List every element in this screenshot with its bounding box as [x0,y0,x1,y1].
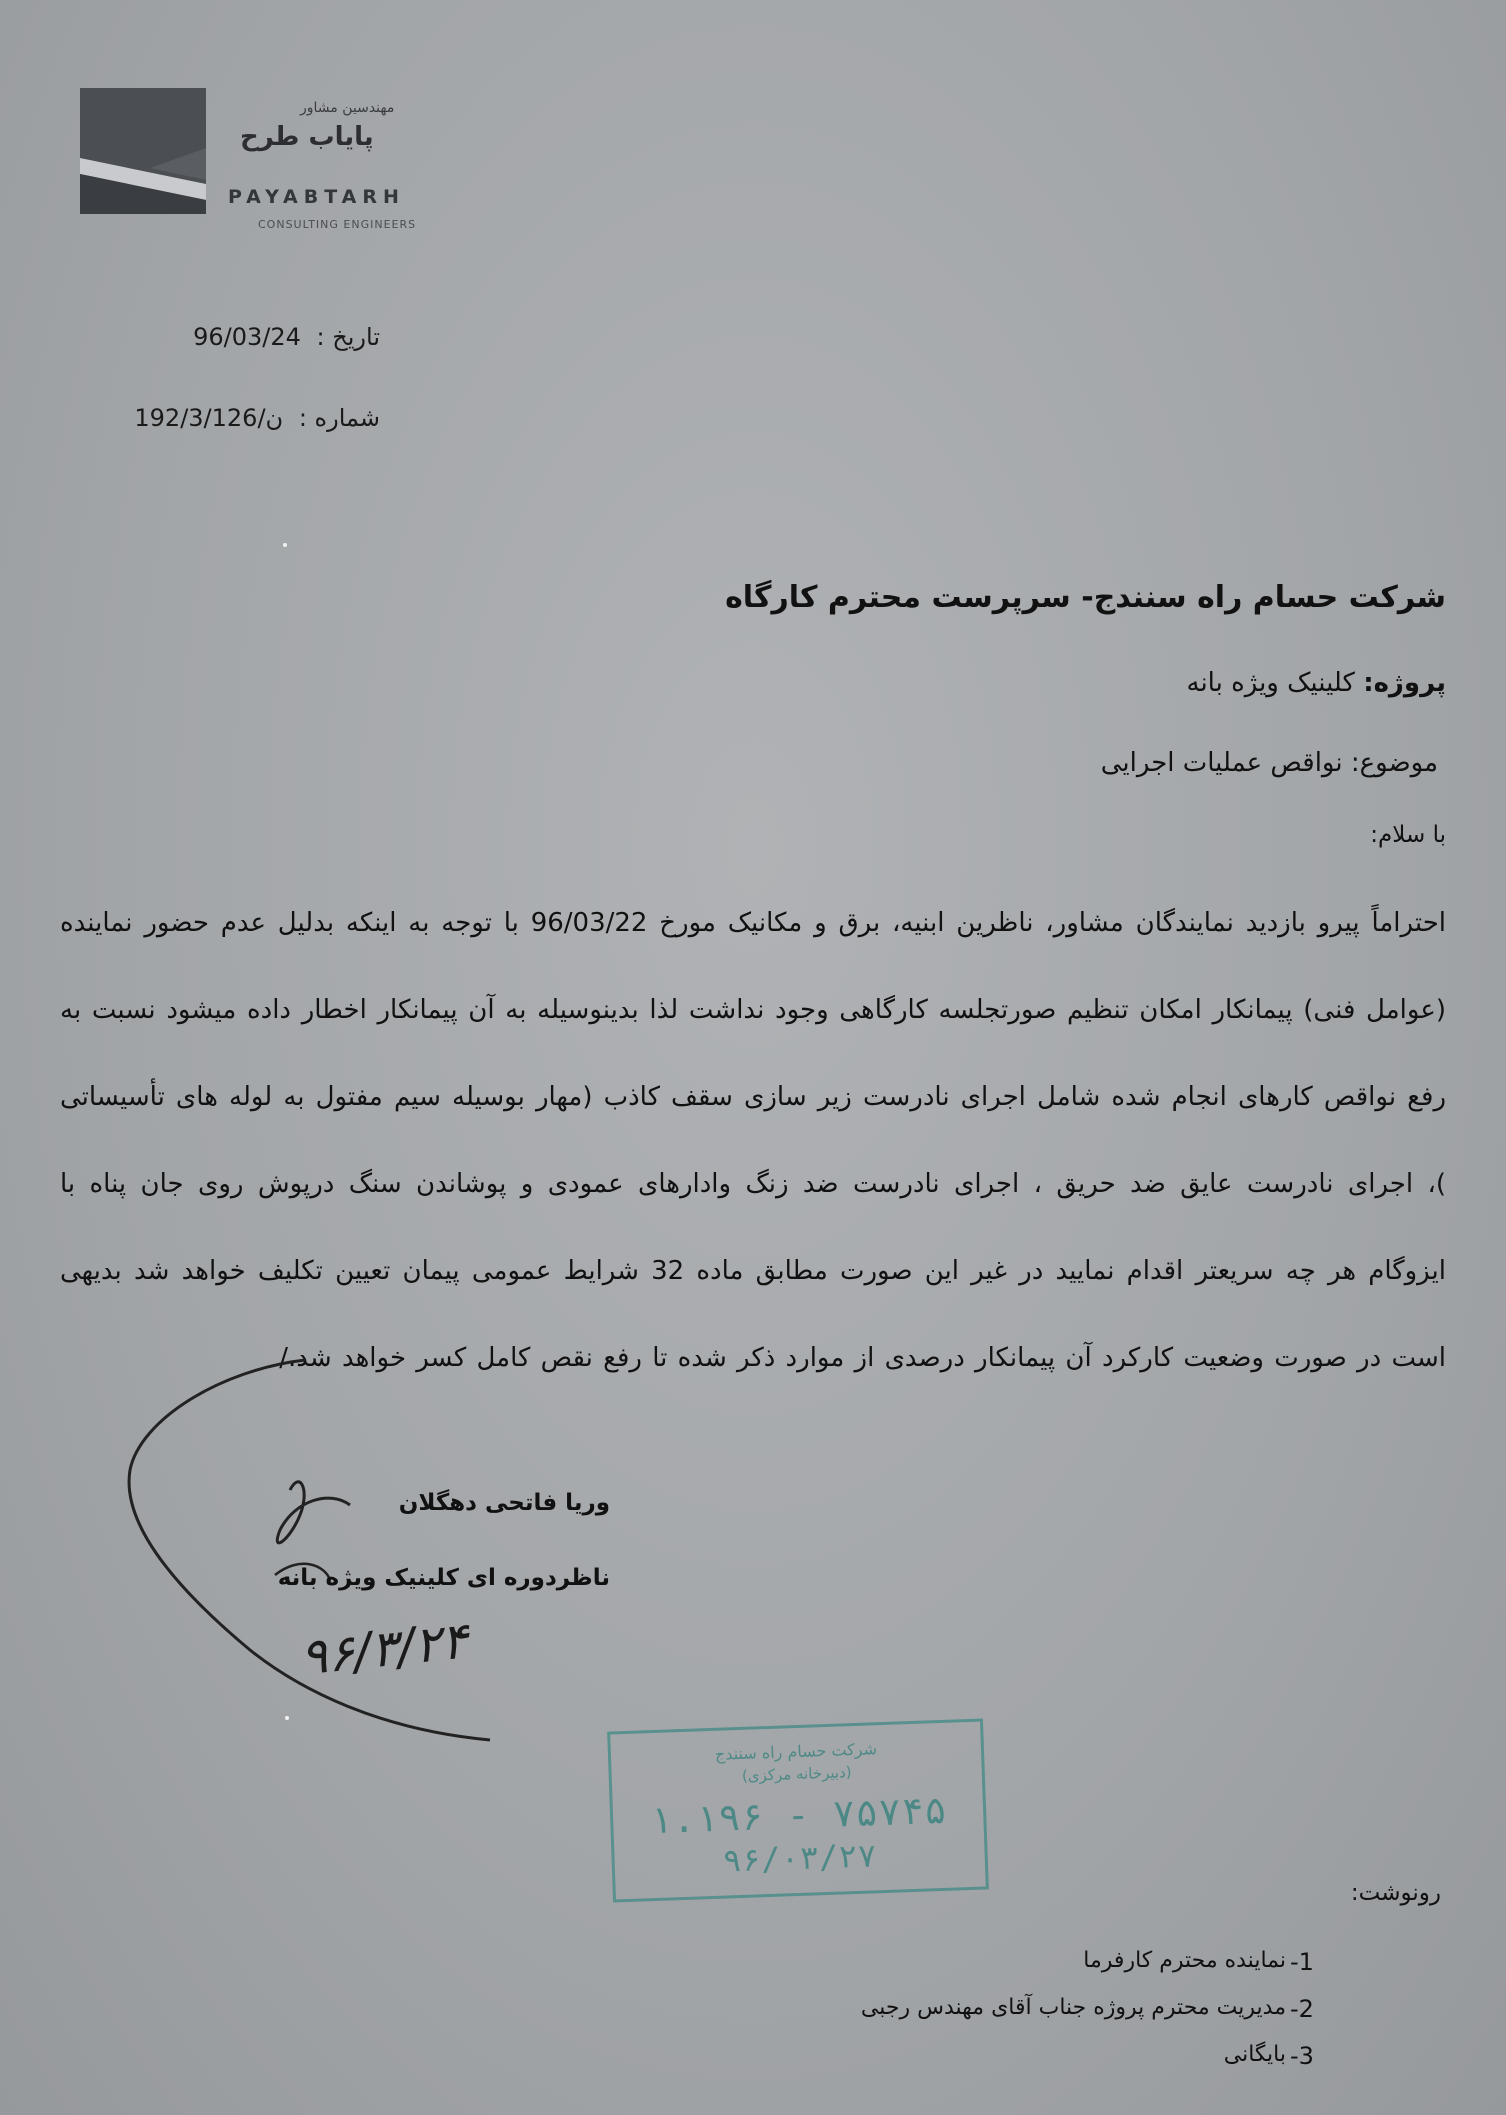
scan-speck [283,543,287,547]
project-value: کلینیک ویژه بانه [1186,668,1355,698]
stamp-date: ۹۶/۰۳/۲۷ [721,1836,878,1880]
stamp-line2: (دبیرخانه مرکزی) [741,1763,852,1785]
logo-name-fa: پایاب طرح [240,122,374,152]
date-value: 96/03/24 [193,323,301,351]
letter-body: احتراماً پیرو بازدید نمایندگان مشاور، ناظرین ابنیه، برق و مکانیک مورخ 96/03/22 با توجه به اینکه بدلیل عدم حضور نماینده (عوامل فنی) پیمانکار امکان تنظیم صورتجلسه کارگاهی وجود نداشت لذا بدینوسیله به آن پیمانکار اخطار داده میشود نسبت به رفع نواقص کارهای انجام شده شامل اجرای نادرست زیر سازی سقف کاذب (مهار بوسیله سیم مفتول به لوله های تأسیساتی )، اجرای نادرست عایق ضد حریق ، اجرای نادرست ضد زنگ وادارهای عمودی و پوشاندن سنگ درپوش روی جان پناه با ایزوگام هر چه سریعتر اقدام نمایید در غیر این صورت مطابق ماده 32 شرایط عمومی پیمان تعیین تکلیف خواهد شد بدیهی است در صورت وضعیت کارکرد آن پیمانکار درصدی از موارد ذکر شده تا رفع نقص کامل کسر خواهد شد./ [60,908,1447,1373]
subject-line [1101,748,1438,778]
cc-item: بایگانی [1223,2042,1286,2067]
stamp-line1: شرکت حسام راه سنندج [714,1739,878,1764]
cc-item-number: -3 [1290,2042,1314,2070]
cc-item-number: -1 [1290,1948,1314,1976]
number-line [120,404,380,432]
handwritten-signature-icon [100,1340,520,1760]
signer-name: وریا فاتحی دهگلان [398,1490,610,1516]
subject-value: نواقص عملیات اجرایی [1100,748,1343,778]
project-line [1187,668,1447,698]
recipient-heading: شرکت حسام راه سنندج- سرپرست محترم کارگاه [725,580,1446,615]
stamp-number: ۱.۱۹۶ - ۷۵۷۴۵ [648,1787,948,1843]
cc-item-number: -2 [1290,1995,1314,2023]
company-logo-icon [80,88,206,214]
number-value: 192/3/ن/126 [134,404,284,432]
date-line [120,323,380,351]
number-label: شماره : [298,404,380,432]
scan-speck [285,1716,289,1720]
handwritten-date: ۹۶/۳/۲۴ [297,1611,471,1687]
logo-name-en: PAYABTARH [228,186,405,208]
cc-item: مدیریت محترم پروژه جناب آقای مهندس رجبی [860,1995,1286,2020]
receipt-stamp [607,1718,989,1902]
cc-item: نماینده محترم کارفرما [1083,1948,1286,1973]
logo-tagline: مهندسین مشاور [300,100,395,116]
logo-subtitle: CONSULTING ENGINEERS [258,218,417,231]
subject-label: موضوع: [1350,748,1438,778]
date-label: تاریخ : [316,323,380,351]
cc-title: رونوشت: [1350,1880,1441,1906]
project-label: پروژه: [1363,668,1446,698]
greeting: با سلام: [1370,822,1446,848]
signer-title: ناظردوره ای کلینیک ویژه بانه [277,1565,610,1591]
